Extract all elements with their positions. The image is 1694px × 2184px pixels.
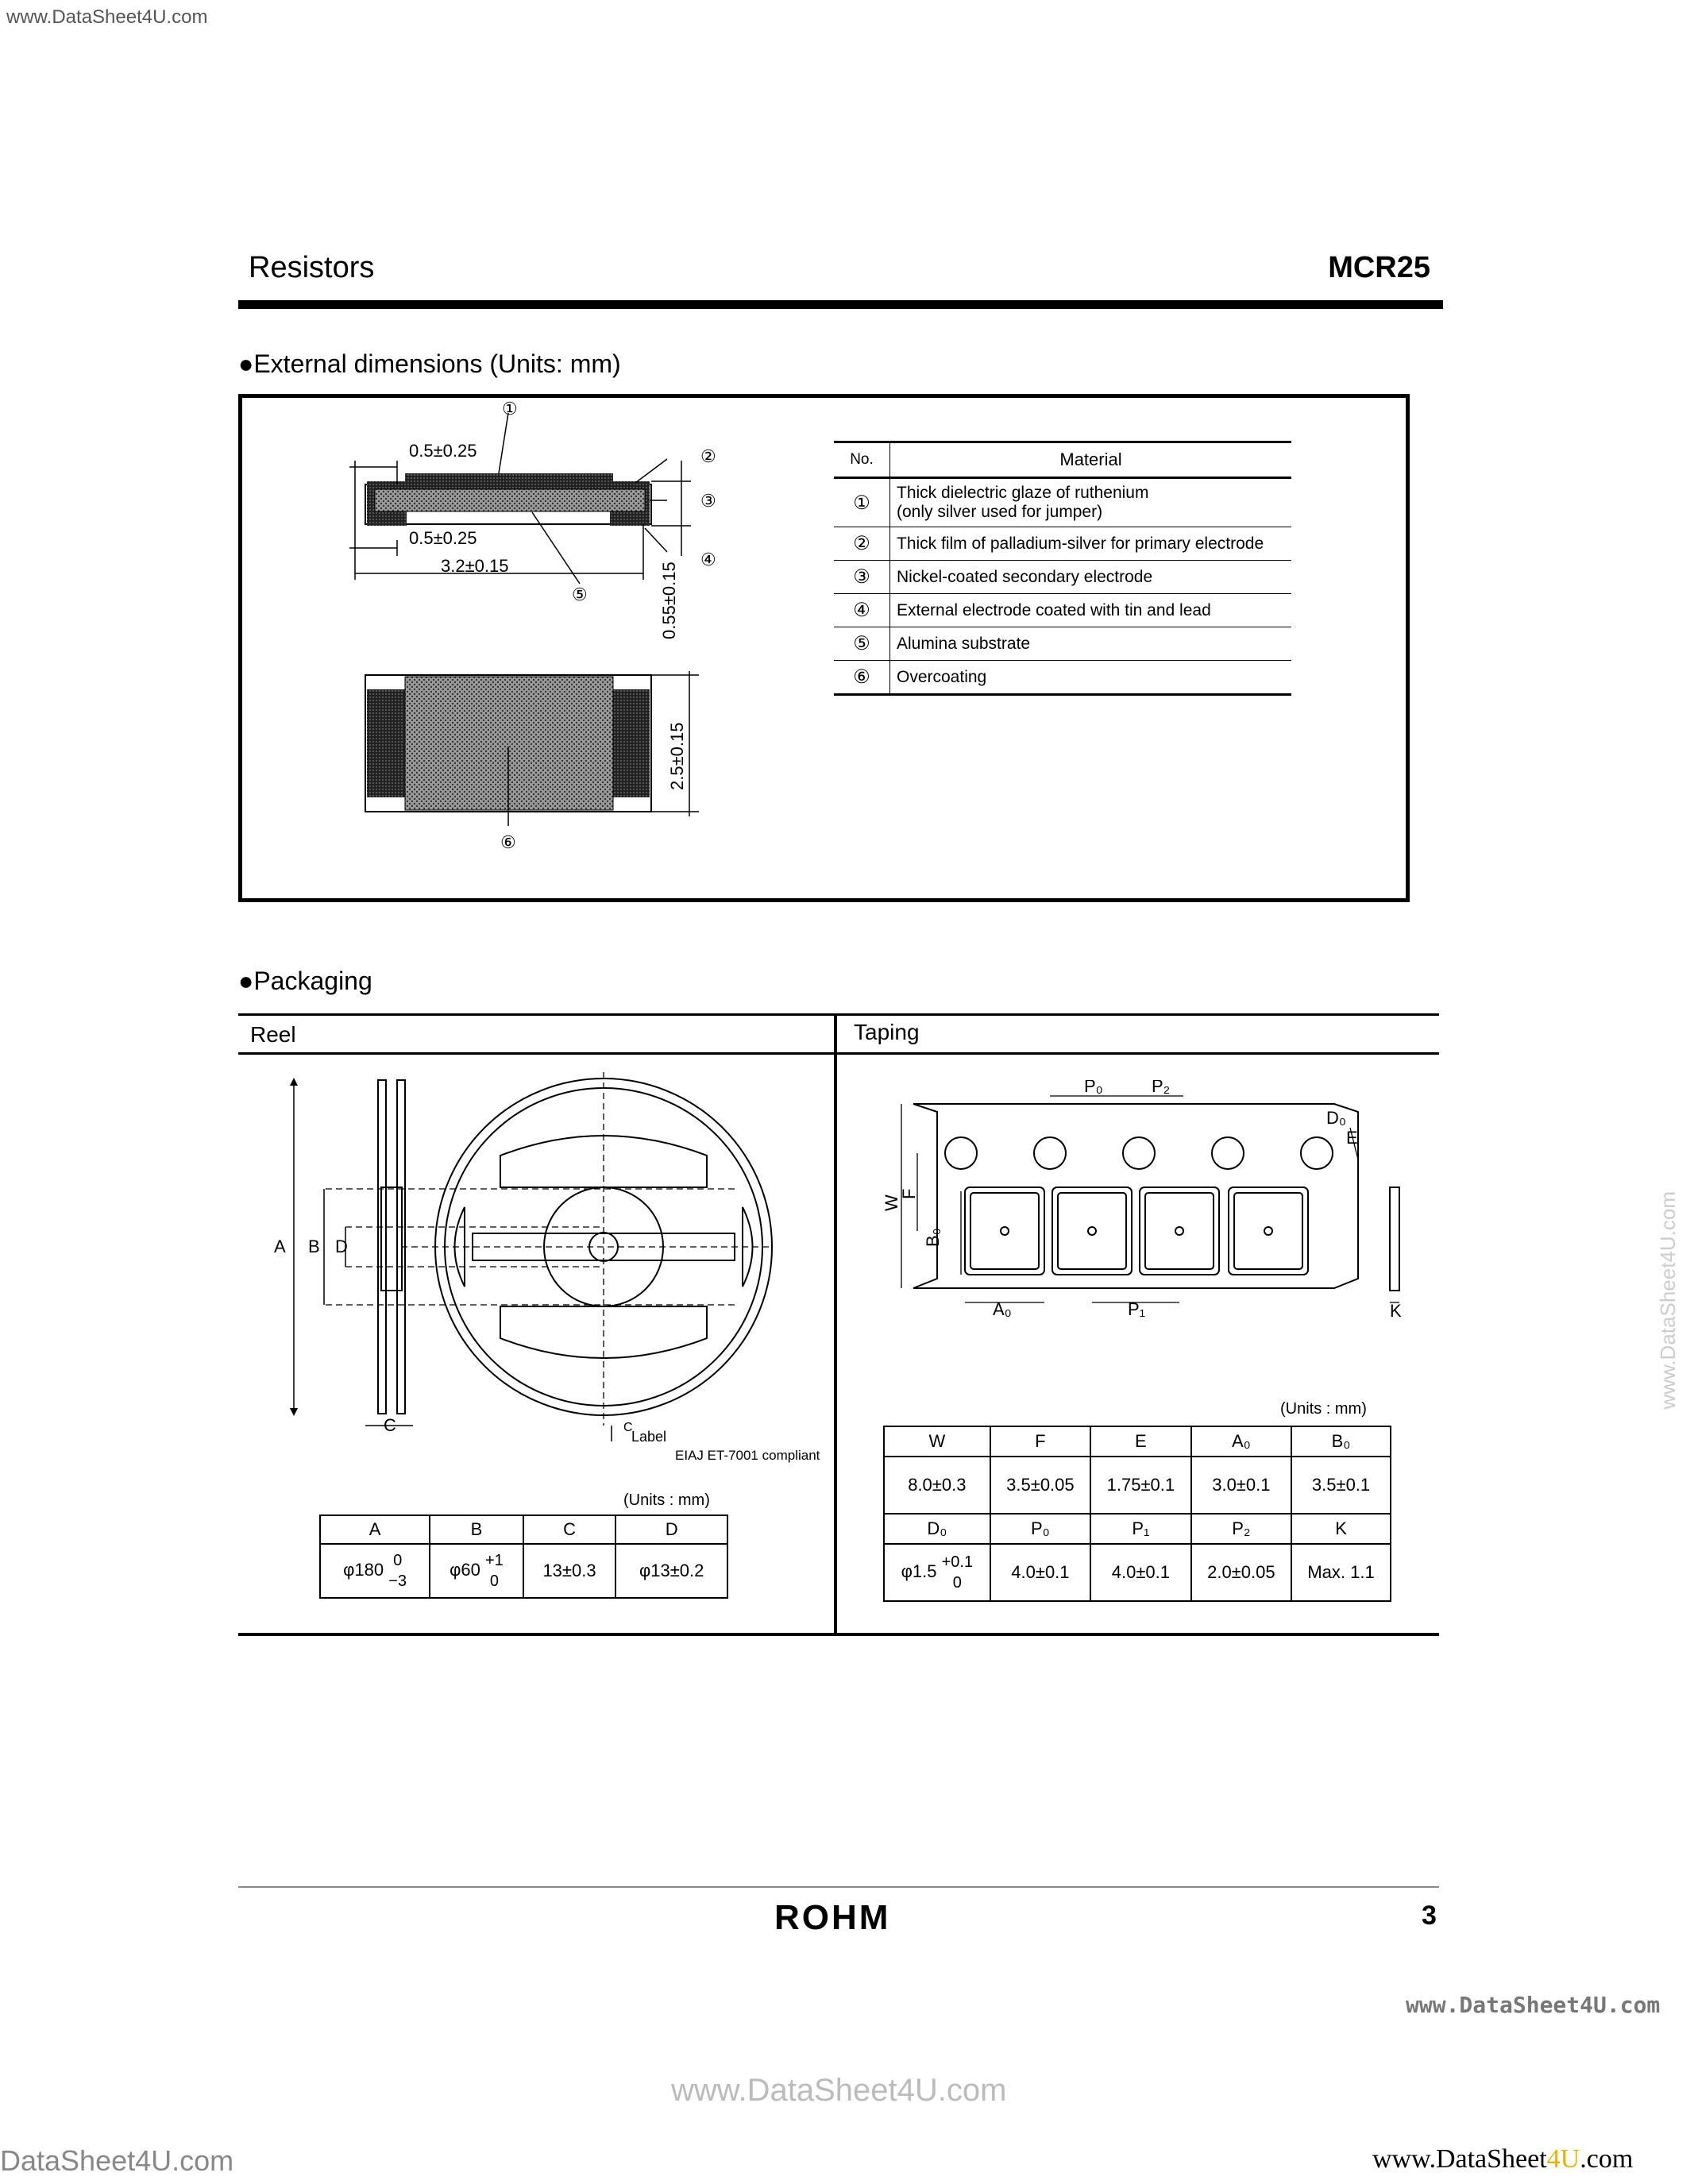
packaging-top-rule [238, 1013, 1439, 1016]
reel-label-c-2: C [623, 1421, 633, 1434]
dim-thickness: 0.55±0.15 [659, 561, 679, 639]
material-table [834, 441, 1291, 696]
side-view [349, 413, 691, 584]
reel-label-a: A [274, 1237, 286, 1256]
reel-compliance: EIAJ ET-7001 compliant [675, 1448, 820, 1463]
taping-label-p0: P₀ [1084, 1080, 1103, 1096]
section-title-external-dimensions: ●External dimensions (Units: mm) [238, 349, 621, 378]
footer-rule [238, 1886, 1439, 1888]
page-number: 3 [1422, 1900, 1437, 1931]
chip-dimension-drawing [318, 397, 731, 858]
taping-label-p1: P₁ [1128, 1299, 1146, 1318]
dim-bottom-left: 0.5±0.25 [409, 528, 477, 548]
callout-1: ① [502, 399, 518, 419]
header-category: Resistors [249, 251, 375, 284]
taping-drawing [882, 1080, 1422, 1318]
callout-3: ③ [700, 491, 716, 511]
taping-units: (Units : mm) [1280, 1400, 1367, 1418]
watermark-bottom-right-2[interactable]: www.DataSheet4U.com [1372, 2144, 1634, 2174]
taping-label-d0: D₀ [1326, 1108, 1347, 1128]
taping-label-f: F [899, 1188, 919, 1199]
material-row: ③ Nickel-coated secondary electrode [834, 561, 1291, 594]
top-view [365, 671, 699, 826]
material-row: ④ External electrode coated with tin and lead [834, 594, 1291, 627]
dim-top-left: 0.5±0.25 [409, 441, 477, 461]
taping-label-p2: P₂ [1152, 1080, 1171, 1096]
reel-label-c: C [384, 1415, 396, 1435]
reel-heading: Reel [250, 1022, 296, 1047]
taping-heading: Taping [854, 1020, 920, 1044]
packaging-column-divider [834, 1013, 837, 1636]
material-row: ⑤ Alumina substrate [834, 627, 1291, 661]
callout-2: ② [700, 446, 716, 466]
material-col-material: Material [890, 442, 1292, 478]
material-row: ① Thick dielectric glaze of ruthenium (only silver used for jumper) [834, 478, 1291, 527]
reel-units: (Units : mm) [623, 1491, 710, 1509]
taping-label-w: W [882, 1194, 901, 1211]
watermark-right-vertical: www.DataSheet4U.com [1656, 1191, 1680, 1410]
dim-width: 2.5±0.15 [667, 722, 687, 790]
reel-label-text: Label [631, 1429, 667, 1445]
taping-label-a0: A₀ [993, 1299, 1012, 1318]
header-rule [238, 300, 1443, 309]
reel-drawing [262, 1068, 834, 1481]
packaging-header-rule [238, 1052, 1439, 1055]
taping-label-k: K [1390, 1301, 1402, 1318]
watermark-bottom-center[interactable]: www.DataSheet4U.com [671, 2073, 1007, 2108]
taping-table: W F E A₀ B₀ 8.0±0.3 3.5±0.05 1.75±0.1 3.0±0.1 3.5±0.1 D₀ P₀ P₁ P₂ K φ1.5 +0.1 0 4.0±0.1 4.0±0.1 2.0±0.05 Max. 1.1 [883, 1426, 1391, 1602]
dim-length: 3.2±0.15 [441, 556, 509, 576]
callout-4: ④ [700, 550, 716, 569]
material-row: ⑥ Overcoating [834, 661, 1291, 695]
watermark-bottom-right-1[interactable]: www.DataSheet4U.com [1406, 1992, 1661, 2018]
rohm-logo: ROHM [774, 1898, 891, 1937]
material-col-no: No. [834, 442, 890, 478]
material-row: ② Thick film of palladium-silver for primary electrode [834, 527, 1291, 561]
reel-label-b: B [308, 1237, 320, 1256]
reel-label-d: D [335, 1237, 348, 1256]
section-title-packaging: ●Packaging [238, 967, 372, 995]
taping-label-e: E [1346, 1128, 1358, 1148]
header-part-number: MCR25 [1328, 251, 1430, 284]
watermark-bottom-left[interactable]: DataSheet4U.com [0, 2144, 234, 2177]
packaging-bottom-rule [238, 1633, 1439, 1636]
taping-label-b0: B₀ [923, 1228, 943, 1247]
callout-5: ⑤ [572, 585, 588, 604]
callout-6: ⑥ [500, 832, 516, 852]
reel-table: A B C D φ180 0 −3 φ60 +1 0 13±0.3 φ13±0.2 [319, 1515, 728, 1599]
watermark-top-left[interactable]: www.DataSheet4U.com [6, 6, 208, 28]
